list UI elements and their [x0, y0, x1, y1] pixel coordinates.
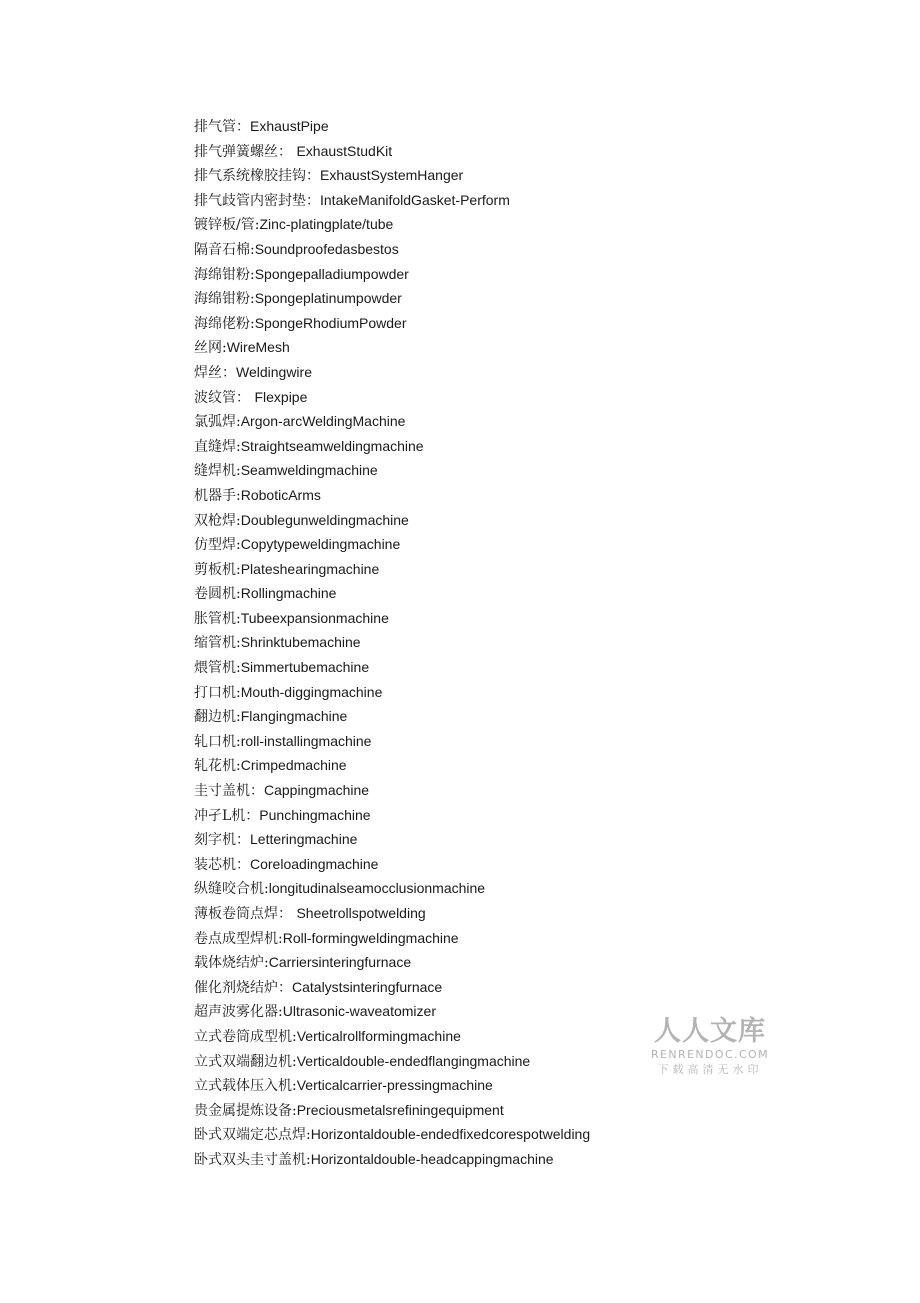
entry-english-term: Zinc-platingplate/tube — [259, 216, 394, 233]
watermark-title: 人人文库 — [654, 1016, 766, 1047]
glossary-entry — [194, 1124, 834, 1149]
glossary-entry — [194, 559, 834, 584]
watermark-domain: RENRENDOC.COM — [651, 1048, 769, 1061]
glossary-entry — [194, 1100, 834, 1125]
entry-chinese-term: 海绵钳粉: — [194, 291, 255, 308]
entry-english-term: IntakeManifoldGasket-Perform — [320, 191, 510, 208]
watermark-logo — [646, 1016, 774, 1078]
entry-chinese-term: 波纹管： — [194, 389, 255, 406]
entry-chinese-term: 立式卷筒成型机: — [194, 1028, 297, 1045]
glossary-entry — [194, 165, 834, 190]
glossary-entry — [194, 411, 834, 436]
entry-chinese-term: 翻边机: — [194, 709, 241, 726]
entry-chinese-term: 排气弹簧螺丝： — [194, 143, 297, 160]
entry-english-term: Letteringmachine — [250, 831, 358, 848]
entry-english-term: Weldingwire — [236, 363, 312, 380]
glossary-entry — [194, 214, 834, 239]
entry-chinese-term: 卷圆机: — [194, 586, 241, 603]
glossary-entry — [194, 731, 834, 756]
entry-english-term: Ultrasonic-waveatomizer — [282, 1003, 436, 1020]
glossary-entry — [194, 264, 834, 289]
entry-english-term: Flexpipe — [254, 388, 308, 405]
glossary-entry — [194, 878, 834, 903]
entry-chinese-term: 冲孑L机： — [194, 807, 260, 824]
entry-english-term: Straightseamweldingmachine — [240, 437, 424, 454]
glossary-entry — [194, 116, 834, 141]
entry-english-term: Argon-arcWeldingMachine — [240, 413, 406, 430]
entry-english-term: Horizontaldouble-headcappingmachine — [310, 1150, 554, 1167]
entry-english-term: Seamweldingmachine — [240, 462, 378, 479]
glossary-entry — [194, 239, 834, 264]
entry-chinese-term: 排气歧管内密封垫： — [194, 192, 320, 209]
glossary-entry — [194, 657, 834, 682]
entry-english-term: longitudinalseamocclusionmachine — [268, 880, 486, 897]
entry-chinese-term: 超声波雾化器: — [194, 1004, 283, 1021]
entry-english-term: Carriersinteringfurnace — [268, 954, 412, 971]
entry-chinese-term: 催化剂烧结炉： — [194, 979, 292, 996]
entry-chinese-term: 缝焊机: — [194, 463, 241, 480]
entry-chinese-term: 胀管机: — [194, 610, 241, 627]
entry-chinese-term: 轧口机: — [194, 733, 241, 750]
entry-chinese-term: 载体烧结炉: — [194, 955, 269, 972]
glossary-entry — [194, 141, 834, 166]
glossary-entry — [194, 313, 834, 338]
glossary-entry — [194, 583, 834, 608]
glossary-entry — [194, 829, 834, 854]
entry-chinese-term: 立式双端翻边机: — [194, 1053, 297, 1070]
entry-chinese-term: 打口机: — [194, 684, 241, 701]
entry-english-term: Sheetrollspotwelding — [296, 905, 426, 921]
entry-english-term: Mouth-diggingmachine — [240, 683, 383, 700]
entry-english-term: Verticalrollformingmachine — [296, 1027, 461, 1044]
entry-chinese-term: 剪板机: — [194, 561, 241, 578]
entry-english-term: Spongepalladiumpowder — [254, 265, 409, 282]
entry-english-term: Preciousmetalsrefiningequipment — [296, 1101, 504, 1118]
glossary-entry — [194, 682, 834, 707]
entry-chinese-term: 纵缝咬合机: — [194, 881, 269, 898]
entry-chinese-term: 排气管： — [194, 119, 250, 135]
glossary-entry — [194, 190, 834, 215]
watermark-subtitle: 下载高清无水印 — [657, 1063, 763, 1076]
entry-chinese-term: 卷点成型焊机: — [194, 930, 283, 947]
entry-chinese-term: 氯弧焊: — [194, 414, 241, 431]
glossary-entry — [194, 387, 834, 412]
glossary-entry — [194, 288, 834, 313]
entry-chinese-term: 隔音石棉: — [194, 241, 255, 258]
entry-chinese-term: 双枪焊: — [194, 512, 241, 529]
entry-english-term: Shrinktubemachine — [240, 634, 361, 651]
glossary-entry — [194, 362, 834, 387]
entry-english-term: Simmertubemachine — [240, 659, 370, 676]
entry-chinese-term: 装芯机： — [194, 856, 250, 873]
entry-english-term: ExhaustPipe — [250, 118, 329, 134]
entry-chinese-term: 圭寸盖机： — [194, 783, 264, 800]
entry-chinese-term: 机器手: — [194, 487, 241, 504]
glossary-entry — [194, 485, 834, 510]
entry-chinese-term: 丝网: — [194, 340, 227, 357]
entry-english-term: ExhaustStudKit — [296, 142, 393, 159]
entry-english-term: WireMesh — [226, 339, 290, 356]
entry-chinese-term: 贵金属提炼设备: — [194, 1102, 297, 1119]
entry-english-term: Soundproofedasbestos — [254, 240, 399, 257]
entry-chinese-term: 缩管机: — [194, 635, 241, 652]
entry-english-term: Punchingmachine — [259, 806, 371, 823]
entry-english-term: Doublegunweldingmachine — [240, 511, 409, 528]
glossary-entry — [194, 460, 834, 485]
entry-chinese-term: 镀锌板/管: — [194, 217, 260, 234]
entry-chinese-term: 卧式双端定芯点焊: — [194, 1127, 311, 1144]
glossary-entry — [194, 632, 834, 657]
glossary-entry — [194, 337, 834, 362]
glossary-entry — [194, 706, 834, 731]
entry-english-term: Catalystsinteringfurnace — [292, 978, 443, 995]
entry-chinese-term: 焊丝： — [194, 364, 236, 381]
glossary-entry — [194, 534, 834, 559]
entry-english-term: SpongeRhodiumPowder — [254, 314, 407, 331]
glossary-entry — [194, 952, 834, 977]
glossary-entry — [194, 608, 834, 633]
entry-english-term: ExhaustSystemHanger — [320, 167, 464, 184]
entry-english-term: Spongeplatinumpowder — [254, 290, 402, 307]
entry-chinese-term: 仿型焊: — [194, 537, 241, 554]
entry-english-term: roll-installingmachine — [240, 732, 372, 749]
entry-chinese-term: 海绵佬粉: — [194, 315, 255, 332]
entry-english-term: Cappingmachine — [264, 782, 370, 799]
entry-chinese-term: 煨管机: — [194, 660, 241, 677]
glossary-entry — [194, 510, 834, 535]
entry-chinese-term: 薄板卷筒点焊： — [194, 906, 297, 922]
entry-english-term: Flangingmachine — [240, 708, 348, 725]
entry-chinese-term: 海绵钳粉: — [194, 266, 255, 283]
glossary-entry — [194, 436, 834, 461]
glossary-entry — [194, 780, 834, 805]
entry-english-term: Copytypeweldingmachine — [240, 536, 401, 553]
entry-english-term: Horizontaldouble-endedfixedcorespotwelding — [310, 1126, 591, 1143]
glossary-entry — [194, 755, 834, 780]
entry-english-term: Tubeexpansionmachine — [240, 609, 389, 626]
entry-english-term: Coreloadingmachine — [250, 855, 379, 872]
glossary-entry — [194, 1149, 834, 1174]
glossary-entry — [194, 854, 834, 879]
entry-english-term: Crimpedmachine — [240, 757, 347, 774]
entry-chinese-term: 直缝焊: — [194, 438, 241, 455]
entry-chinese-term: 立式载体压入机: — [194, 1078, 297, 1095]
glossary-entry — [194, 805, 834, 830]
entry-english-term: Verticaldouble-endedflangingmachine — [296, 1052, 531, 1069]
entry-chinese-term: 排气系统橡胶挂钩： — [194, 168, 320, 185]
glossary-entry — [194, 928, 834, 953]
entry-english-term: Roll-formingweldingmachine — [282, 929, 459, 946]
entry-english-term: Plateshearingmachine — [240, 560, 380, 577]
entry-english-term: Verticalcarrier-pressingmachine — [296, 1077, 493, 1094]
glossary-entry — [194, 977, 834, 1002]
entry-chinese-term: 轧花机: — [194, 758, 241, 775]
glossary-entry — [194, 1075, 834, 1100]
entry-chinese-term: 卧式双头圭寸盖机: — [194, 1151, 311, 1168]
entry-english-term: Rollingmachine — [240, 585, 337, 602]
glossary-entry — [194, 903, 834, 928]
entry-english-term: RoboticArms — [240, 486, 321, 503]
glossary-list — [194, 116, 834, 1174]
entry-chinese-term: 刻字机： — [194, 832, 250, 849]
